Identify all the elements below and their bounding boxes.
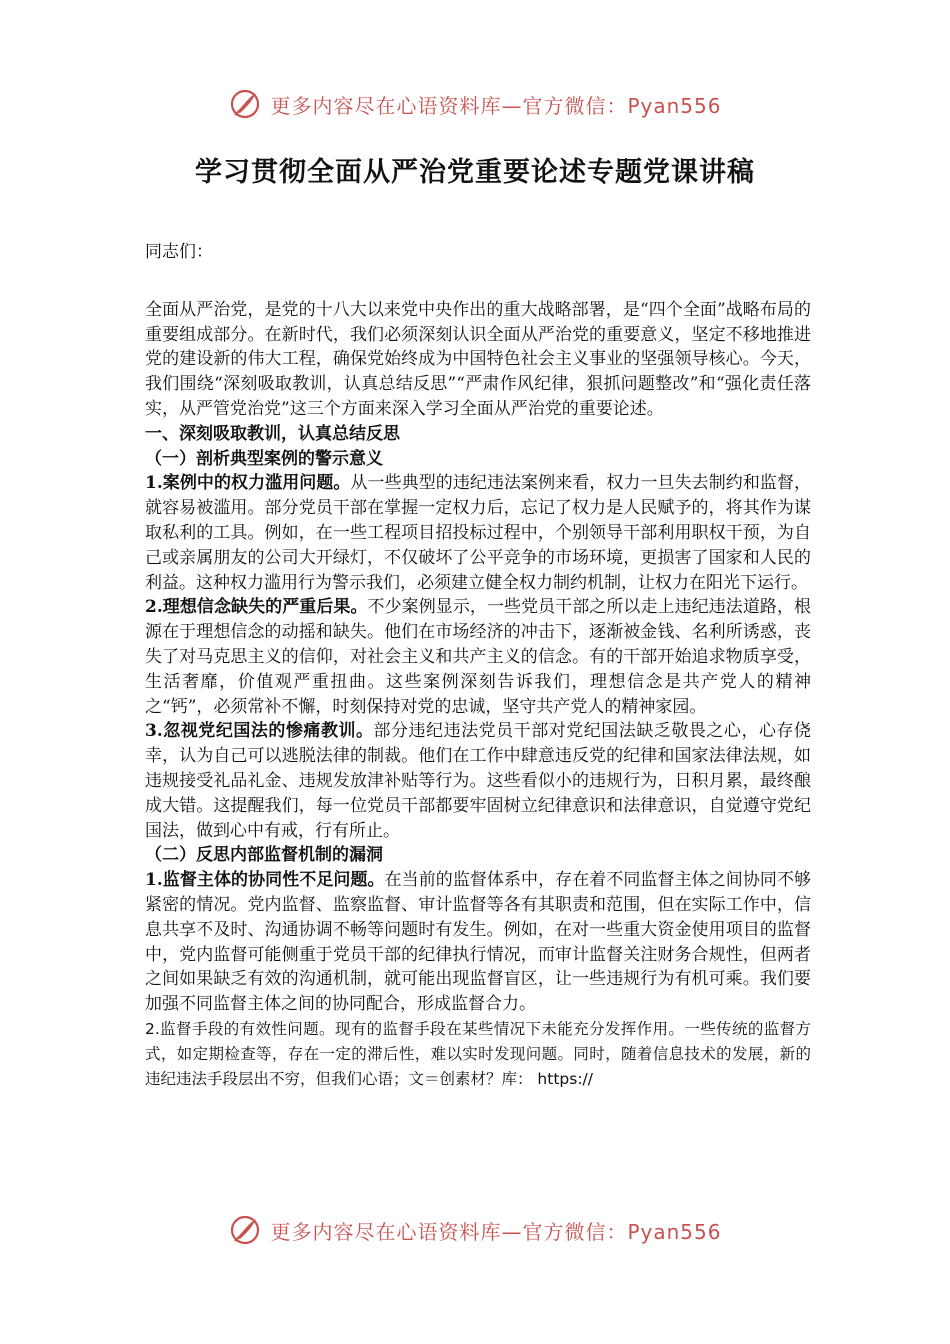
paragraph-ideals (145, 595, 811, 719)
intro-paragraph: 全面从严治党，是党的十八大以来党中央作出的重大战略部署，是“四个全面”战略布局的重要组成部分。在新时代，我们必须深刻认识全面从严治党的重要意义，坚定不移地推进党的建设新的伟大工程，确保党始终成为中国特色社会主义事业的坚强领导核心。今天，我们围绕“深刻吸取教训，认真总结反思”“严肃作风纪律，狠抓问题整改”和“强化责任落实，从严管党治党”这三个方面来深入学习全面从严治党的重要论述。 (145, 299, 811, 419)
header-watermark-banner (0, 84, 950, 124)
paragraph-text: 不少案例显示，一些党员干部之所以走上违纪违法道路，根源在于理想信念的动摇和缺失。他们在市场经济的冲击下，逐渐被金钱、名利所诱惑，丧失了对马克思主义的信仰，对社会主义和共产主义的信念。有的干部开始追求物质享受，生活奢靡，价值观严重扭曲。这些案例深刻告诉我们，理想信念是共产党人的精神之“钙”，必须常补不懈，时刻保持对党的忠诚，坚守共产党人的精神家园。 (145, 597, 812, 717)
subsection-heading-1: （一）剖析典型案例的警示意义 (145, 448, 383, 469)
paragraph-supervision-synergy (145, 868, 811, 1017)
paragraph-lead: 1.监督主体的协同性不足问题。 (145, 870, 385, 891)
paragraph-text: 在当前的监督体系中，存在着不同监督主体之间协同不够紧密的情况。党内监督、监察监督、审计监督等各有其职责和范围，但在实际工作中，信息共享不及时、沟通协调不畅等问题时有发生。例如，在对一些重大资金使用项目的监督中，党内监督可能侧重于党员干部的纪律执行情况，而审计监督关注财务合规性，但两者之间如果缺乏有效的沟通机制，就可能出现监督盲区，让一些违规行为有机可乘。我们要加强不同监督主体之间的协同配合，形成监督合力。 (145, 870, 811, 1015)
subsection-heading-2: （二）反思内部监督机制的漏洞 (145, 845, 383, 866)
paragraph-text: 从一些典型的违纪违法案例来看，权力一旦失去制约和监督，就容易被滥用。部分党员干部在掌握一定权力后，忘记了权力是人民赋予的，将其作为谋取私利的工具。例如，在一些工程项目招投标过程中，个别领导干部利用职权干预，为自己或亲属朋友的公司大开绿灯，不仅破坏了公平竞争的市场环境，更损害了国家和人民的利益。这种权力滥用行为警示我们，必须建立健全权力制约机制，让权力在阳光下运行。 (145, 473, 812, 593)
watermark-text: 更多内容尽在心语资料库—官方微信：Pyan556 (270, 1219, 722, 1244)
quill-seal-icon (228, 87, 262, 121)
paragraph-lead: 1.案例中的权力滥用问题。 (145, 473, 351, 494)
paragraph-discipline (145, 719, 811, 843)
paragraph-lead: 3.忽视党纪国法的惨痛教训。 (145, 721, 374, 742)
section-heading-1: 一、深刻吸取教训，认真总结反思 (145, 423, 400, 444)
quill-seal-icon (228, 1213, 262, 1247)
paragraph-text: 部分违纪违法党员干部对党纪国法缺乏敬畏之心，心存侥幸，认为自己可以逃脱法律的制裁。他们在工作中肆意违反党的纪律和国家法律法规，如违规接受礼品礼金、违规发放津补贴等行为。这些看似小的违规行为，日积月累，最终酿成大错。这提醒我们，每一位党员干部都要牢固树立纪律意识和法律意识，自觉遵守党纪国法，做到心中有戒，行有所止。 (145, 721, 812, 841)
paragraph-supervision-means: 2.监督手段的有效性问题。现有的监督手段在某些情况下未能充分发挥作用。一些传统的监督方式，如定期检查等，存在一定的滞后性，难以实时发现问题。同时，随着信息技术的发展，新的违纪违法手段层出不穷，但我们心语；文＝创素材？库： https:// (145, 1019, 811, 1088)
paragraph-lead: 2.理想信念缺失的严重后果。 (145, 597, 368, 618)
salutation: 同志们： (145, 242, 213, 262)
paragraph-power-abuse (145, 471, 811, 595)
footer-watermark-banner (0, 1210, 950, 1250)
document-title: 学习贯彻全面从严治党重要论述专题党课讲稿 (195, 157, 755, 188)
document-body (145, 240, 811, 1091)
watermark-text: 更多内容尽在心语资料库—官方微信：Pyan556 (270, 93, 722, 118)
